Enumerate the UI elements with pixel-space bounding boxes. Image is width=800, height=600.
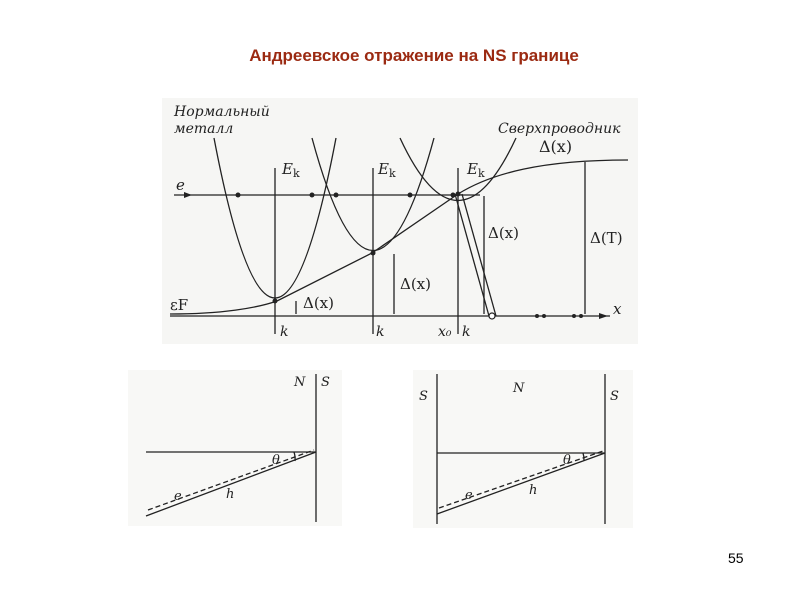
label-N: N [294,375,306,390]
point [273,299,278,304]
label-x0: x₀ [438,324,452,340]
andreev-band-diagram [162,98,638,344]
page-number: 55 [728,550,744,566]
label-x: x [613,300,622,318]
label-superconductor: Сверхпроводник [498,121,621,137]
point-open [489,313,495,319]
point [371,251,376,256]
panel-background [128,370,342,526]
label-theta: θ [563,453,571,468]
label-delta-x-1: Δ(x) [303,294,334,312]
label-h: h [529,483,538,498]
label-delta-x-3: Δ(x) [488,224,519,242]
label-Ek-2: $E_k$ [378,160,396,180]
label-eF: εF [170,296,189,314]
label-delta-T: Δ(T) [590,229,623,247]
label-S-right: S [610,389,619,404]
sns-reflection-panel [413,370,633,528]
point [535,314,539,318]
label-k-1: k [280,324,289,340]
slide-title: Андреевское отражение на NS границе [249,46,579,65]
label-e: e [176,176,185,194]
point [451,193,456,198]
label-Ek-1: $E_k$ [282,160,300,180]
label-k-3: k [462,324,471,340]
label-Ek-3: $E_k$ [467,160,485,180]
label-S-left: S [419,389,428,404]
point [236,193,241,198]
point [572,314,576,318]
point [408,193,413,198]
point [310,193,315,198]
label-theta: θ [272,453,280,468]
label-delta-curve: Δ(x) [539,137,573,156]
point [542,314,546,318]
label-h: h [226,487,235,502]
point [456,192,461,197]
point [579,314,583,318]
label-e: e [174,489,182,504]
ns-reflection-panel [128,370,342,526]
label-normal-metal-1: Нормальный [174,104,270,120]
label-delta-x-2: Δ(x) [400,275,431,293]
label-normal-metal-2: металл [174,121,234,137]
label-N: N [513,381,525,396]
point [334,193,339,198]
label-k-2: k [376,324,385,340]
label-S: S [321,375,330,390]
label-e: e [465,488,473,503]
